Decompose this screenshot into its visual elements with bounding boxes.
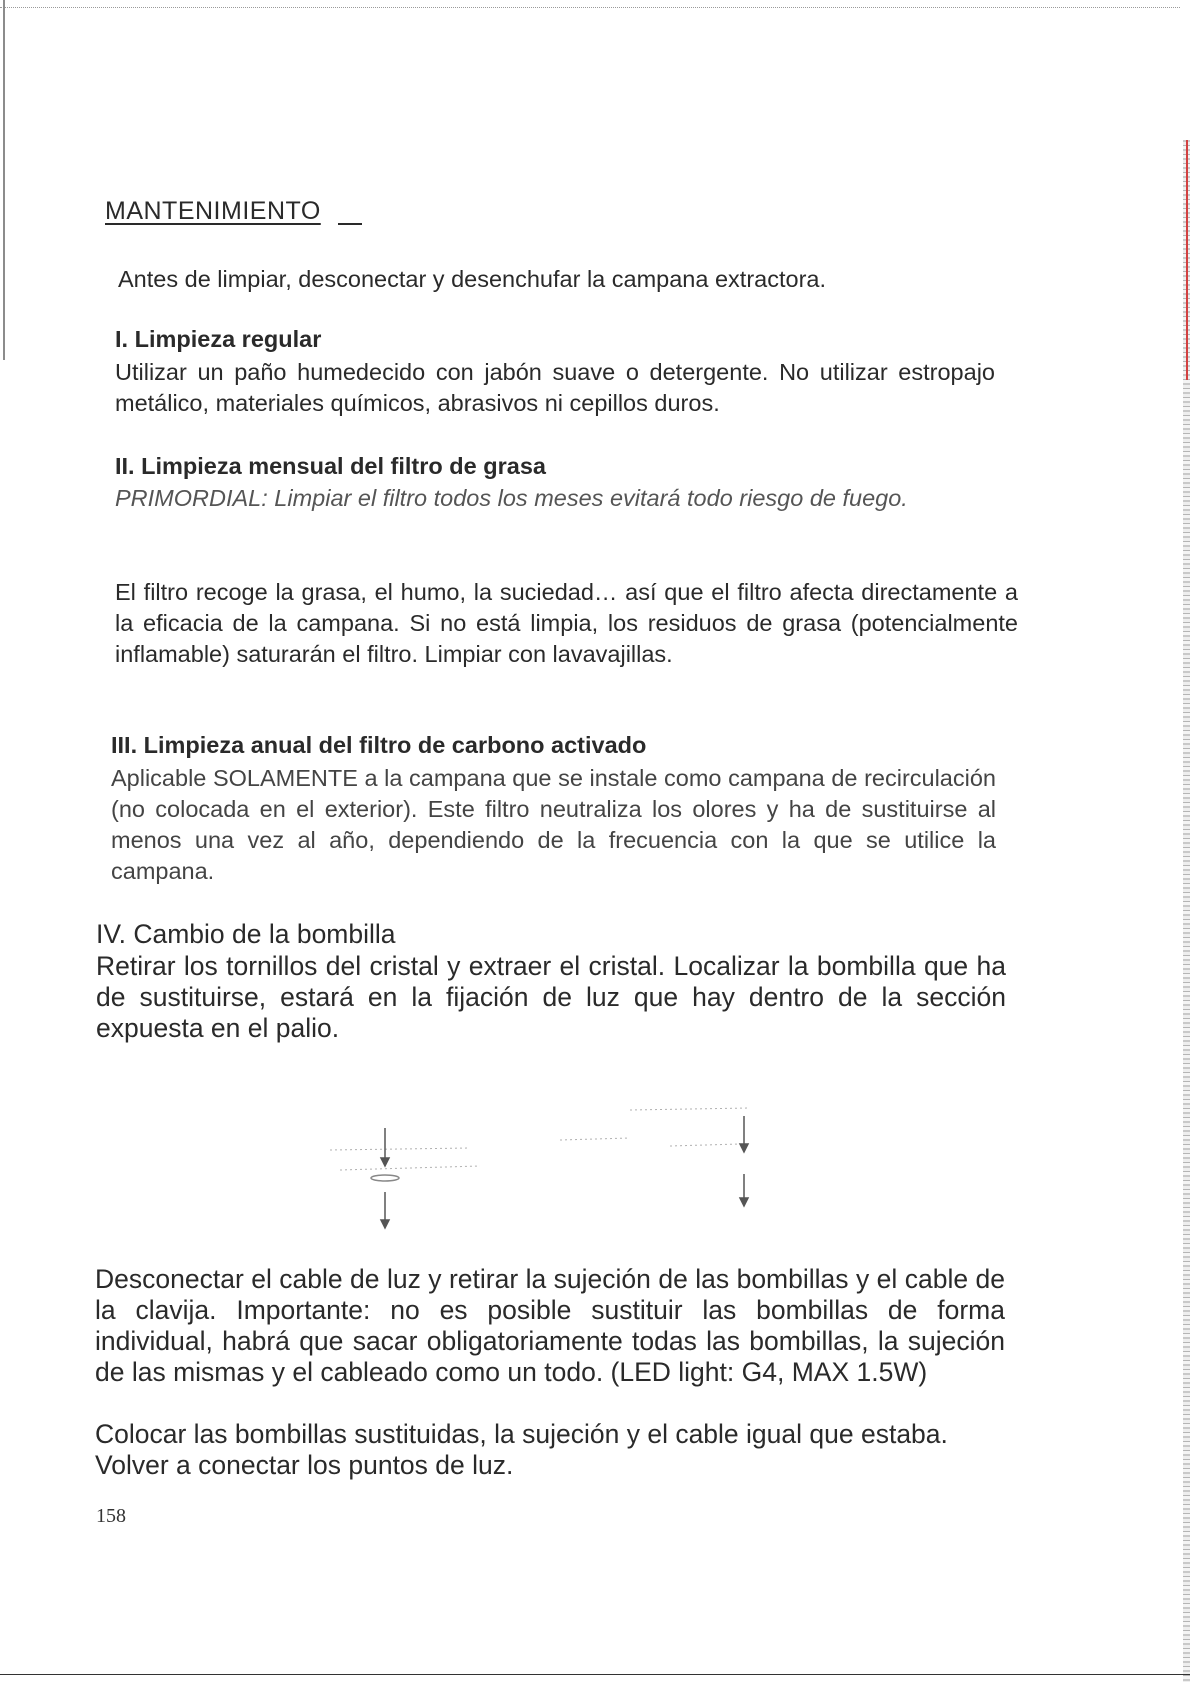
section-4-title: IV. Cambio de la bombilla — [96, 919, 396, 949]
section-3-body: Aplicable SOLAMENTE a la campana que se instale como campana de recirculación (no colocada en el exterior). Este filtro neutraliza los olores y ha de sustituirse al menos una vez al año, dependiendo de la frecuencia con la que se utilice la campana. — [111, 765, 996, 884]
heading-underline-tail — [338, 223, 362, 225]
scan-top-edge — [0, 7, 1180, 8]
section-2-title: II. Limpieza mensual del filtro de grasa — [115, 453, 546, 479]
scan-left-edge — [3, 0, 5, 360]
page-title: MANTENIMIENTO — [105, 197, 321, 225]
intro-text: Antes de limpiar, desconectar y desenchufar la campana extractora. — [118, 266, 826, 292]
page-number: 158 — [96, 1505, 126, 1527]
bulb-removal-diagram — [330, 1100, 830, 1230]
scan-right-red-mark — [1186, 140, 1188, 380]
bulb-reinstall-text: Colocar las bombillas sustituidas, la sujeción y el cable igual que estaba. Volver a conectar los puntos de luz. — [95, 1419, 948, 1480]
bulb-instructions: Desconectar el cable de luz y retirar la sujeción de las bombillas y el cable de la clavija. Importante: no es posible sustituir las bombillas de forma individual, habrá que sacar obligatoriamente todas las bombillas, la sujeción de las mismas y el cableado como un todo. (LED light: G4, MAX 1.5W) — [95, 1264, 1005, 1387]
section-4-body: Retirar los tornillos del cristal y extraer el cristal. Localizar la bombilla que ha de sustituirse, estará en la fijación de luz que hay dentro de la sección expuesta en el palio. — [96, 951, 1006, 1043]
section-2-note: PRIMORDIAL: Limpiar el filtro todos los meses evitará todo riesgo de fuego. — [115, 485, 908, 511]
scan-bottom-edge — [0, 1674, 1190, 1675]
section-3-title: III. Limpieza anual del filtro de carbono activado — [111, 732, 647, 758]
section-1-title: I. Limpieza regular — [115, 326, 322, 352]
section-2-body: El filtro recoge la grasa, el humo, la suciedad… así que el filtro afecta directamente a la eficacia de la campana. Si no está limpia, los residuos de grasa (potencialmente inflamable) saturarán el filtro. Limpiar con lavavajillas. — [115, 579, 1018, 667]
section-1-body: Utilizar un paño humedecido con jabón suave o detergente. No utilizar estropajo metálico, materiales químicos, abrasivos ni cepillos duros. — [115, 359, 995, 416]
